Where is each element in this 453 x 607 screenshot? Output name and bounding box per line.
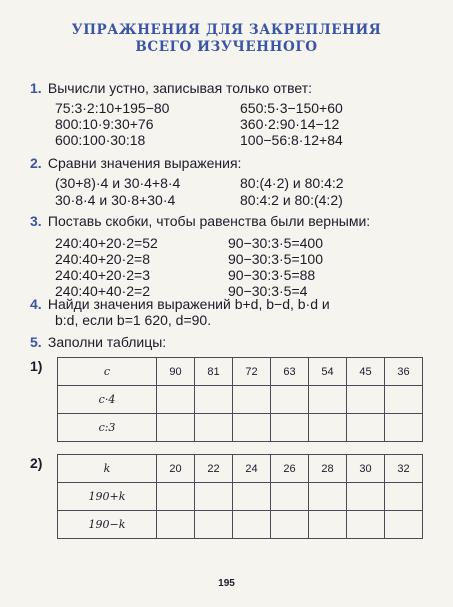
expression: (30+8)·4 и 30·4+8·4	[55, 175, 181, 191]
table-value-cell: 20	[157, 455, 195, 483]
table-value-cell: 30	[347, 455, 385, 483]
table-row-label: 190+k	[58, 483, 157, 511]
table-empty-cell[interactable]	[233, 511, 271, 539]
exercise-text: Вычисли устно, записывая только ответ:	[47, 80, 312, 96]
table-row	[58, 414, 423, 442]
exercise-text: Сравни значения выражения:	[47, 155, 242, 171]
page-number: 195	[218, 578, 235, 589]
table-empty-cell[interactable]	[271, 483, 309, 511]
expression: 75:3·2:10+195−80	[55, 100, 170, 116]
table-empty-cell[interactable]	[195, 483, 233, 511]
exercise-4-text-line2: b:d, если b=1 620, d=90.	[55, 312, 212, 328]
table-empty-cell[interactable]	[347, 414, 385, 442]
table-row	[58, 358, 423, 386]
exercise-text: Поставь скобки, чтобы равенства были верными:	[47, 213, 371, 229]
table-2	[57, 454, 423, 539]
table-empty-cell[interactable]	[233, 414, 271, 442]
table-value-cell: 54	[309, 358, 347, 386]
exercise-number: 2.	[30, 155, 42, 171]
exercise-1-prompt	[30, 80, 312, 96]
expression: 90−30:3·5=4	[228, 283, 308, 299]
exercise-3-prompt	[30, 213, 370, 229]
table-empty-cell[interactable]	[309, 386, 347, 414]
table-empty-cell[interactable]	[271, 511, 309, 539]
table-value-cell: 90	[157, 358, 195, 386]
table-value-cell: 36	[385, 358, 423, 386]
table-row-label: 190−k	[58, 511, 157, 539]
table-1	[57, 357, 423, 442]
table-value-cell: 81	[195, 358, 233, 386]
expression: 100−56:8·12+84	[240, 132, 343, 148]
table-empty-cell[interactable]	[347, 483, 385, 511]
table-value-cell: 26	[271, 455, 309, 483]
table-empty-cell[interactable]	[195, 511, 233, 539]
exercise-2-prompt	[30, 155, 241, 171]
exercise-text: Заполни таблицы:	[47, 334, 167, 350]
page-title-line2: ВСЕГО ИЗУЧЕННОГО	[135, 39, 318, 55]
table-empty-cell[interactable]	[271, 414, 309, 442]
expression: 240:40+20·2=8	[55, 251, 150, 267]
table-empty-cell[interactable]	[309, 483, 347, 511]
expression: 90−30:3·5=100	[228, 251, 323, 267]
page-title-line1: УПРАЖНЕНИЯ ДЛЯ ЗАКРЕПЛЕНИЯ	[71, 22, 382, 38]
expression: 90−30:3·5=400	[228, 235, 323, 251]
exercise-4-prompt	[30, 296, 330, 312]
table-empty-cell[interactable]	[385, 414, 423, 442]
table-2-label: 2)	[30, 455, 43, 471]
table-empty-cell[interactable]	[195, 386, 233, 414]
exercise-text: Найди значения выражений b+d, b−d, b·d и	[47, 296, 330, 312]
expression: 650:5·3−150+60	[240, 100, 343, 116]
table-value-cell: 28	[309, 455, 347, 483]
table-row	[58, 455, 423, 483]
table-empty-cell[interactable]	[385, 386, 423, 414]
table-row-label: c·4	[58, 386, 157, 414]
expression: 80:4:2 и 80:(4:2)	[240, 192, 343, 208]
table-header-cell: k	[58, 455, 157, 483]
table-empty-cell[interactable]	[195, 414, 233, 442]
table-row	[58, 386, 423, 414]
expression: 360·2:90·14−12	[240, 116, 340, 132]
expression: 240:40+40·2=2	[55, 283, 150, 299]
table-header-cell: c	[58, 358, 157, 386]
table-row	[58, 511, 423, 539]
table-empty-cell[interactable]	[271, 386, 309, 414]
exercise-number: 5.	[30, 334, 42, 350]
table-empty-cell[interactable]	[233, 483, 271, 511]
table-empty-cell[interactable]	[385, 483, 423, 511]
table-row	[58, 483, 423, 511]
table-empty-cell[interactable]	[157, 414, 195, 442]
table-empty-cell[interactable]	[347, 386, 385, 414]
expression: 600:100·30:18	[55, 132, 146, 148]
table-empty-cell[interactable]	[157, 386, 195, 414]
expression: 240:40+20·2=3	[55, 267, 150, 283]
table-empty-cell[interactable]	[233, 386, 271, 414]
expression: 800:10·9:30+76	[55, 116, 154, 132]
exercise-number: 1.	[30, 80, 42, 96]
table-empty-cell[interactable]	[385, 511, 423, 539]
table-empty-cell[interactable]	[347, 511, 385, 539]
exercise-number: 4.	[30, 296, 42, 312]
table-empty-cell[interactable]	[157, 511, 195, 539]
expression: 30·8·4 и 30·8+30·4	[55, 192, 176, 208]
expression: 80:(4·2) и 80:4:2	[240, 175, 344, 191]
exercise-5-prompt	[30, 334, 166, 350]
table-value-cell: 72	[233, 358, 271, 386]
exercise-number: 3.	[30, 213, 42, 229]
table-value-cell: 63	[271, 358, 309, 386]
table-row-label: c:3	[58, 414, 157, 442]
expression: 90−30:3·5=88	[228, 267, 316, 283]
table-empty-cell[interactable]	[309, 414, 347, 442]
table-value-cell: 32	[385, 455, 423, 483]
table-value-cell: 24	[233, 455, 271, 483]
expression: 240:40+20·2=52	[55, 235, 158, 251]
table-value-cell: 45	[347, 358, 385, 386]
table-empty-cell[interactable]	[157, 483, 195, 511]
table-empty-cell[interactable]	[309, 511, 347, 539]
table-1-label: 1)	[30, 358, 43, 374]
table-value-cell: 22	[195, 455, 233, 483]
